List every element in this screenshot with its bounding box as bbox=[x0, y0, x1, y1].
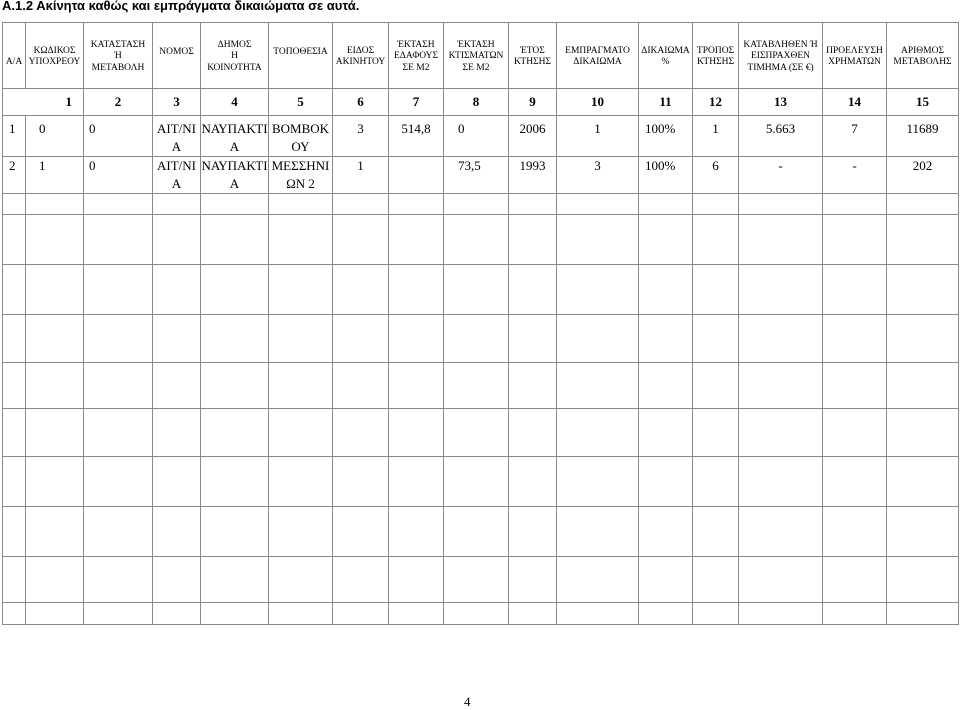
cell-price: 5.663 bbox=[739, 116, 823, 157]
cell-land-area: 514,8 bbox=[389, 116, 444, 157]
table-cell-empty bbox=[153, 409, 201, 457]
column-number: 4 bbox=[201, 89, 269, 116]
table-cell-empty bbox=[444, 507, 509, 557]
table-cell-empty bbox=[444, 409, 509, 457]
table-cell-empty bbox=[333, 409, 389, 457]
table-cell-empty bbox=[739, 215, 823, 265]
column-number: 9 bbox=[509, 89, 557, 116]
cell-building-area: 0 bbox=[444, 116, 509, 157]
col-header-property-type: ΕΙΔΟΣ ΑΚΙΝΗΤΟΥ bbox=[333, 23, 389, 89]
table-cell-empty bbox=[26, 215, 84, 265]
column-number: 12 bbox=[693, 89, 739, 116]
cell-property-type: 3 bbox=[333, 116, 389, 157]
table-cell-empty bbox=[84, 457, 153, 507]
table-cell-empty bbox=[887, 265, 959, 315]
col-header-building-area: ΈΚΤΑΣΗ ΚΤΙΣΜΑΤΩΝ ΣΕ Μ2 bbox=[444, 23, 509, 89]
table-cell-empty bbox=[3, 409, 26, 457]
table-row-empty bbox=[3, 557, 959, 603]
column-number-row bbox=[3, 89, 959, 116]
table-cell-empty bbox=[26, 363, 84, 409]
table-cell-empty bbox=[509, 265, 557, 315]
cell-municipality: ΝΑΥΠΑΚΤΙ Α bbox=[201, 116, 269, 157]
table-cell-empty bbox=[389, 603, 444, 625]
table-row-empty bbox=[3, 409, 959, 457]
col-header-location: ΤΟΠΟΘΕΣΙΑ bbox=[269, 23, 333, 89]
table-cell-empty bbox=[639, 457, 693, 507]
table-cell-empty bbox=[26, 315, 84, 363]
column-number: 1 bbox=[3, 89, 84, 116]
cell-obligor-code: 1 bbox=[26, 157, 84, 194]
table-cell-empty bbox=[201, 363, 269, 409]
table-cell-empty bbox=[389, 215, 444, 265]
table-cell-empty bbox=[639, 557, 693, 603]
table-cell-empty bbox=[557, 603, 639, 625]
table-cell-empty bbox=[389, 557, 444, 603]
table-cell-empty bbox=[269, 557, 333, 603]
table-cell-empty bbox=[333, 557, 389, 603]
table-cell-empty bbox=[389, 457, 444, 507]
table-cell-empty bbox=[509, 457, 557, 507]
table-cell-empty bbox=[269, 215, 333, 265]
table-cell-empty bbox=[84, 363, 153, 409]
table-cell-empty bbox=[269, 507, 333, 557]
table-cell-empty bbox=[739, 557, 823, 603]
table-cell-empty bbox=[3, 315, 26, 363]
cell-obligor-code: 0 bbox=[26, 116, 84, 157]
table-cell-empty bbox=[201, 557, 269, 603]
table-cell-empty bbox=[3, 457, 26, 507]
col-header-obligor-code: ΚΩΔΙΚΟΣ ΥΠΟΧΡΕΟΥ bbox=[26, 23, 84, 89]
col-header-change-number: ΑΡΙΘΜΟΣ ΜΕΤΑΒΟΛΗΣ bbox=[887, 23, 959, 89]
table-cell-empty bbox=[3, 363, 26, 409]
table-cell-empty bbox=[693, 265, 739, 315]
table-cell-empty bbox=[557, 215, 639, 265]
table-cell-empty bbox=[823, 507, 887, 557]
table-cell-empty bbox=[3, 215, 26, 265]
table-cell-empty bbox=[201, 603, 269, 625]
table-cell-empty bbox=[887, 603, 959, 625]
table-cell-empty bbox=[153, 457, 201, 507]
table-cell-empty bbox=[887, 507, 959, 557]
table-row bbox=[3, 116, 959, 157]
cell-status-or-change: 0 bbox=[84, 116, 153, 157]
cell-land-area bbox=[389, 157, 444, 194]
table-cell-empty bbox=[639, 315, 693, 363]
table-cell-empty bbox=[84, 507, 153, 557]
column-number: 5 bbox=[269, 89, 333, 116]
section-title: Α.1.2 Ακίνητα καθώς και εμπράγματα δικαιώματα σε αυτά. bbox=[2, 0, 360, 13]
cell-status-or-change: 0 bbox=[84, 157, 153, 194]
table-cell-empty bbox=[693, 194, 739, 215]
table-cell-empty bbox=[739, 363, 823, 409]
table-cell-empty bbox=[639, 215, 693, 265]
column-number: 2 bbox=[84, 89, 153, 116]
table-cell-empty bbox=[333, 315, 389, 363]
cell-right-percentage: 100% bbox=[639, 116, 693, 157]
table-cell-empty bbox=[201, 215, 269, 265]
table-cell-empty bbox=[333, 507, 389, 557]
cell-acquisition-method: 1 bbox=[693, 116, 739, 157]
table-cell-empty bbox=[389, 363, 444, 409]
table-cell-empty bbox=[153, 215, 201, 265]
table-cell-empty bbox=[509, 603, 557, 625]
table-cell-empty bbox=[201, 507, 269, 557]
table-cell-empty bbox=[26, 194, 84, 215]
table-cell-empty bbox=[201, 457, 269, 507]
col-header-municipality: ΔΗΜΟΣ Η ΚΟΙΝΟΤΗΤΑ bbox=[201, 23, 269, 89]
table-cell-empty bbox=[3, 194, 26, 215]
table-cell-empty bbox=[269, 457, 333, 507]
table-cell-empty bbox=[887, 194, 959, 215]
table-cell-empty bbox=[84, 557, 153, 603]
cell-prefecture: ΑΙΤ/ΝΙ Α bbox=[153, 116, 201, 157]
table-cell-empty bbox=[153, 507, 201, 557]
table-cell-empty bbox=[3, 557, 26, 603]
table-cell-empty bbox=[26, 409, 84, 457]
cell-price: - bbox=[739, 157, 823, 194]
column-number: 15 bbox=[887, 89, 959, 116]
cell-change-number: 11689 bbox=[887, 116, 959, 157]
cell-source-of-funds: - bbox=[823, 157, 887, 194]
table-cell-empty bbox=[887, 215, 959, 265]
table-row-empty bbox=[3, 315, 959, 363]
table-cell-empty bbox=[887, 363, 959, 409]
column-number: 7 bbox=[389, 89, 444, 116]
col-header-real-right: ΕΜΠΡΑΓΜΑΤΟ ΔΙΚΑΙΩΜΑ bbox=[557, 23, 639, 89]
table-cell-empty bbox=[269, 265, 333, 315]
table-cell-empty bbox=[639, 363, 693, 409]
table-cell-empty bbox=[444, 557, 509, 603]
column-number: 11 bbox=[639, 89, 693, 116]
col-header-acquisition-method: ΤΡΟΠΟΣ ΚΤΗΣΗΣ bbox=[693, 23, 739, 89]
table-cell-empty bbox=[823, 557, 887, 603]
table-cell-empty bbox=[823, 363, 887, 409]
table-row-empty bbox=[3, 603, 959, 625]
table-cell-empty bbox=[509, 363, 557, 409]
table-cell-empty bbox=[389, 507, 444, 557]
table-cell-empty bbox=[444, 194, 509, 215]
table-cell-empty bbox=[444, 603, 509, 625]
table-cell-empty bbox=[509, 215, 557, 265]
table-cell-empty bbox=[639, 409, 693, 457]
table-cell-empty bbox=[887, 409, 959, 457]
cell-right-percentage: 100% bbox=[639, 157, 693, 194]
cell-location: ΒΟΜΒΟΚ ΟΥ bbox=[269, 116, 333, 157]
cell-acquisition-year: 2006 bbox=[509, 116, 557, 157]
table-cell-empty bbox=[509, 557, 557, 603]
table-cell-empty bbox=[389, 194, 444, 215]
cell-acquisition-method: 6 bbox=[693, 157, 739, 194]
table-cell-empty bbox=[26, 603, 84, 625]
table-cell-empty bbox=[389, 409, 444, 457]
table-cell-empty bbox=[3, 603, 26, 625]
table-cell-empty bbox=[333, 194, 389, 215]
table-cell-empty bbox=[823, 265, 887, 315]
table-cell-empty bbox=[693, 603, 739, 625]
table-cell-empty bbox=[739, 265, 823, 315]
table-cell-empty bbox=[269, 363, 333, 409]
cell-real-right: 1 bbox=[557, 116, 639, 157]
table-row-empty bbox=[3, 194, 959, 215]
cell-serial-number: 2 bbox=[3, 157, 26, 194]
table-cell-empty bbox=[739, 507, 823, 557]
column-number: 3 bbox=[153, 89, 201, 116]
table-cell-empty bbox=[739, 409, 823, 457]
table-cell-empty bbox=[269, 603, 333, 625]
table-cell-empty bbox=[639, 194, 693, 215]
table-cell-empty bbox=[444, 265, 509, 315]
table-cell-empty bbox=[201, 315, 269, 363]
table-cell-empty bbox=[693, 409, 739, 457]
table-row-empty bbox=[3, 363, 959, 409]
table-cell-empty bbox=[444, 315, 509, 363]
table-cell-empty bbox=[887, 315, 959, 363]
col-header-prefecture: ΝΟΜΟΣ bbox=[153, 23, 201, 89]
table-row-empty bbox=[3, 457, 959, 507]
table-cell-empty bbox=[557, 507, 639, 557]
table-cell-empty bbox=[823, 215, 887, 265]
col-header-right-percentage: ΔΙΚΑΙΩΜΑ % bbox=[639, 23, 693, 89]
cell-location: ΜΕΣΣΗΝΙ ΩΝ 2 bbox=[269, 157, 333, 194]
table-cell-empty bbox=[389, 265, 444, 315]
table-cell-empty bbox=[201, 194, 269, 215]
table-cell-empty bbox=[444, 457, 509, 507]
table-cell-empty bbox=[887, 557, 959, 603]
col-header-acquisition-year: ΈΤΟΣ ΚΤΗΣΗΣ bbox=[509, 23, 557, 89]
table-cell-empty bbox=[333, 603, 389, 625]
table-cell-empty bbox=[84, 315, 153, 363]
table-cell-empty bbox=[557, 315, 639, 363]
table-cell-empty bbox=[693, 557, 739, 603]
table-cell-empty bbox=[693, 215, 739, 265]
table-cell-empty bbox=[639, 603, 693, 625]
cell-prefecture: ΑΙΤ/ΝΙ Α bbox=[153, 157, 201, 194]
table-cell-empty bbox=[153, 603, 201, 625]
table-cell-empty bbox=[693, 457, 739, 507]
table-cell-empty bbox=[26, 507, 84, 557]
table-cell-empty bbox=[26, 265, 84, 315]
table-cell-empty bbox=[823, 409, 887, 457]
table-cell-empty bbox=[557, 363, 639, 409]
table-row-empty bbox=[3, 215, 959, 265]
cell-municipality: ΝΑΥΠΑΚΤΙ Α bbox=[201, 157, 269, 194]
table-cell-empty bbox=[153, 265, 201, 315]
table-cell-empty bbox=[389, 315, 444, 363]
cell-property-type: 1 bbox=[333, 157, 389, 194]
table-cell-empty bbox=[3, 265, 26, 315]
column-number: 8 bbox=[444, 89, 509, 116]
table-cell-empty bbox=[557, 457, 639, 507]
cell-source-of-funds: 7 bbox=[823, 116, 887, 157]
table-row-empty bbox=[3, 265, 959, 315]
col-header-land-area: ΈΚΤΑΣΗ ΕΔΑΦΟΥΣ ΣΕ Μ2 bbox=[389, 23, 444, 89]
cell-acquisition-year: 1993 bbox=[509, 157, 557, 194]
table-cell-empty bbox=[739, 457, 823, 507]
table-cell-empty bbox=[444, 215, 509, 265]
table-cell-empty bbox=[333, 363, 389, 409]
property-table bbox=[2, 22, 959, 625]
table-cell-empty bbox=[739, 603, 823, 625]
table-cell-empty bbox=[693, 315, 739, 363]
table-cell-empty bbox=[269, 315, 333, 363]
table-cell-empty bbox=[444, 363, 509, 409]
cell-change-number: 202 bbox=[887, 157, 959, 194]
column-number: 13 bbox=[739, 89, 823, 116]
table-cell-empty bbox=[509, 507, 557, 557]
table-cell-empty bbox=[887, 457, 959, 507]
table-cell-empty bbox=[201, 409, 269, 457]
col-header-source-of-funds: ΠΡΟΕΛΕΥΣΗ ΧΡΗΜΑΤΩΝ bbox=[823, 23, 887, 89]
table-cell-empty bbox=[823, 194, 887, 215]
table-cell-empty bbox=[333, 457, 389, 507]
table-cell-empty bbox=[153, 557, 201, 603]
table-cell-empty bbox=[509, 409, 557, 457]
table-cell-empty bbox=[739, 315, 823, 363]
table-cell-empty bbox=[3, 507, 26, 557]
table-body bbox=[3, 23, 959, 625]
table-cell-empty bbox=[84, 215, 153, 265]
table-cell-empty bbox=[693, 507, 739, 557]
page-number: 4 bbox=[464, 694, 471, 709]
table-cell-empty bbox=[84, 265, 153, 315]
table-cell-empty bbox=[739, 194, 823, 215]
table-cell-empty bbox=[84, 194, 153, 215]
cell-building-area: 73,5 bbox=[444, 157, 509, 194]
column-number: 10 bbox=[557, 89, 639, 116]
table-cell-empty bbox=[269, 194, 333, 215]
cell-serial-number: 1 bbox=[3, 116, 26, 157]
table-cell-empty bbox=[557, 409, 639, 457]
col-header-status-or-change: ΚΑΤΑΣΤΑΣΗ Ή ΜΕΤΑΒΟΛΗ bbox=[84, 23, 153, 89]
table-cell-empty bbox=[557, 194, 639, 215]
table-cell-empty bbox=[639, 507, 693, 557]
cell-real-right: 3 bbox=[557, 157, 639, 194]
table-cell-empty bbox=[823, 457, 887, 507]
table-cell-empty bbox=[84, 409, 153, 457]
table-cell-empty bbox=[153, 363, 201, 409]
table-cell-empty bbox=[333, 265, 389, 315]
table-cell-empty bbox=[639, 265, 693, 315]
table-cell-empty bbox=[693, 363, 739, 409]
table-cell-empty bbox=[269, 409, 333, 457]
table-cell-empty bbox=[557, 557, 639, 603]
table-cell-empty bbox=[823, 603, 887, 625]
column-number: 14 bbox=[823, 89, 887, 116]
table-cell-empty bbox=[333, 215, 389, 265]
table-cell-empty bbox=[153, 194, 201, 215]
table-header-row bbox=[3, 23, 959, 89]
table-cell-empty bbox=[509, 194, 557, 215]
table-cell-empty bbox=[509, 315, 557, 363]
table-row bbox=[3, 157, 959, 194]
table-cell-empty bbox=[26, 557, 84, 603]
table-cell-empty bbox=[84, 603, 153, 625]
col-header-serial-number: Α/Α bbox=[3, 23, 26, 89]
col-header-price: ΚΑΤΑΒΛΗΘΕΝ Ή ΕΙΣΠΡΑΧΘΕΝ ΤΙΜΗΜΑ (ΣΕ €) bbox=[739, 23, 823, 89]
column-number: 6 bbox=[333, 89, 389, 116]
table-cell-empty bbox=[557, 265, 639, 315]
table-cell-empty bbox=[201, 265, 269, 315]
table-cell-empty bbox=[823, 315, 887, 363]
table-row-empty bbox=[3, 507, 959, 557]
table-cell-empty bbox=[153, 315, 201, 363]
table-cell-empty bbox=[26, 457, 84, 507]
